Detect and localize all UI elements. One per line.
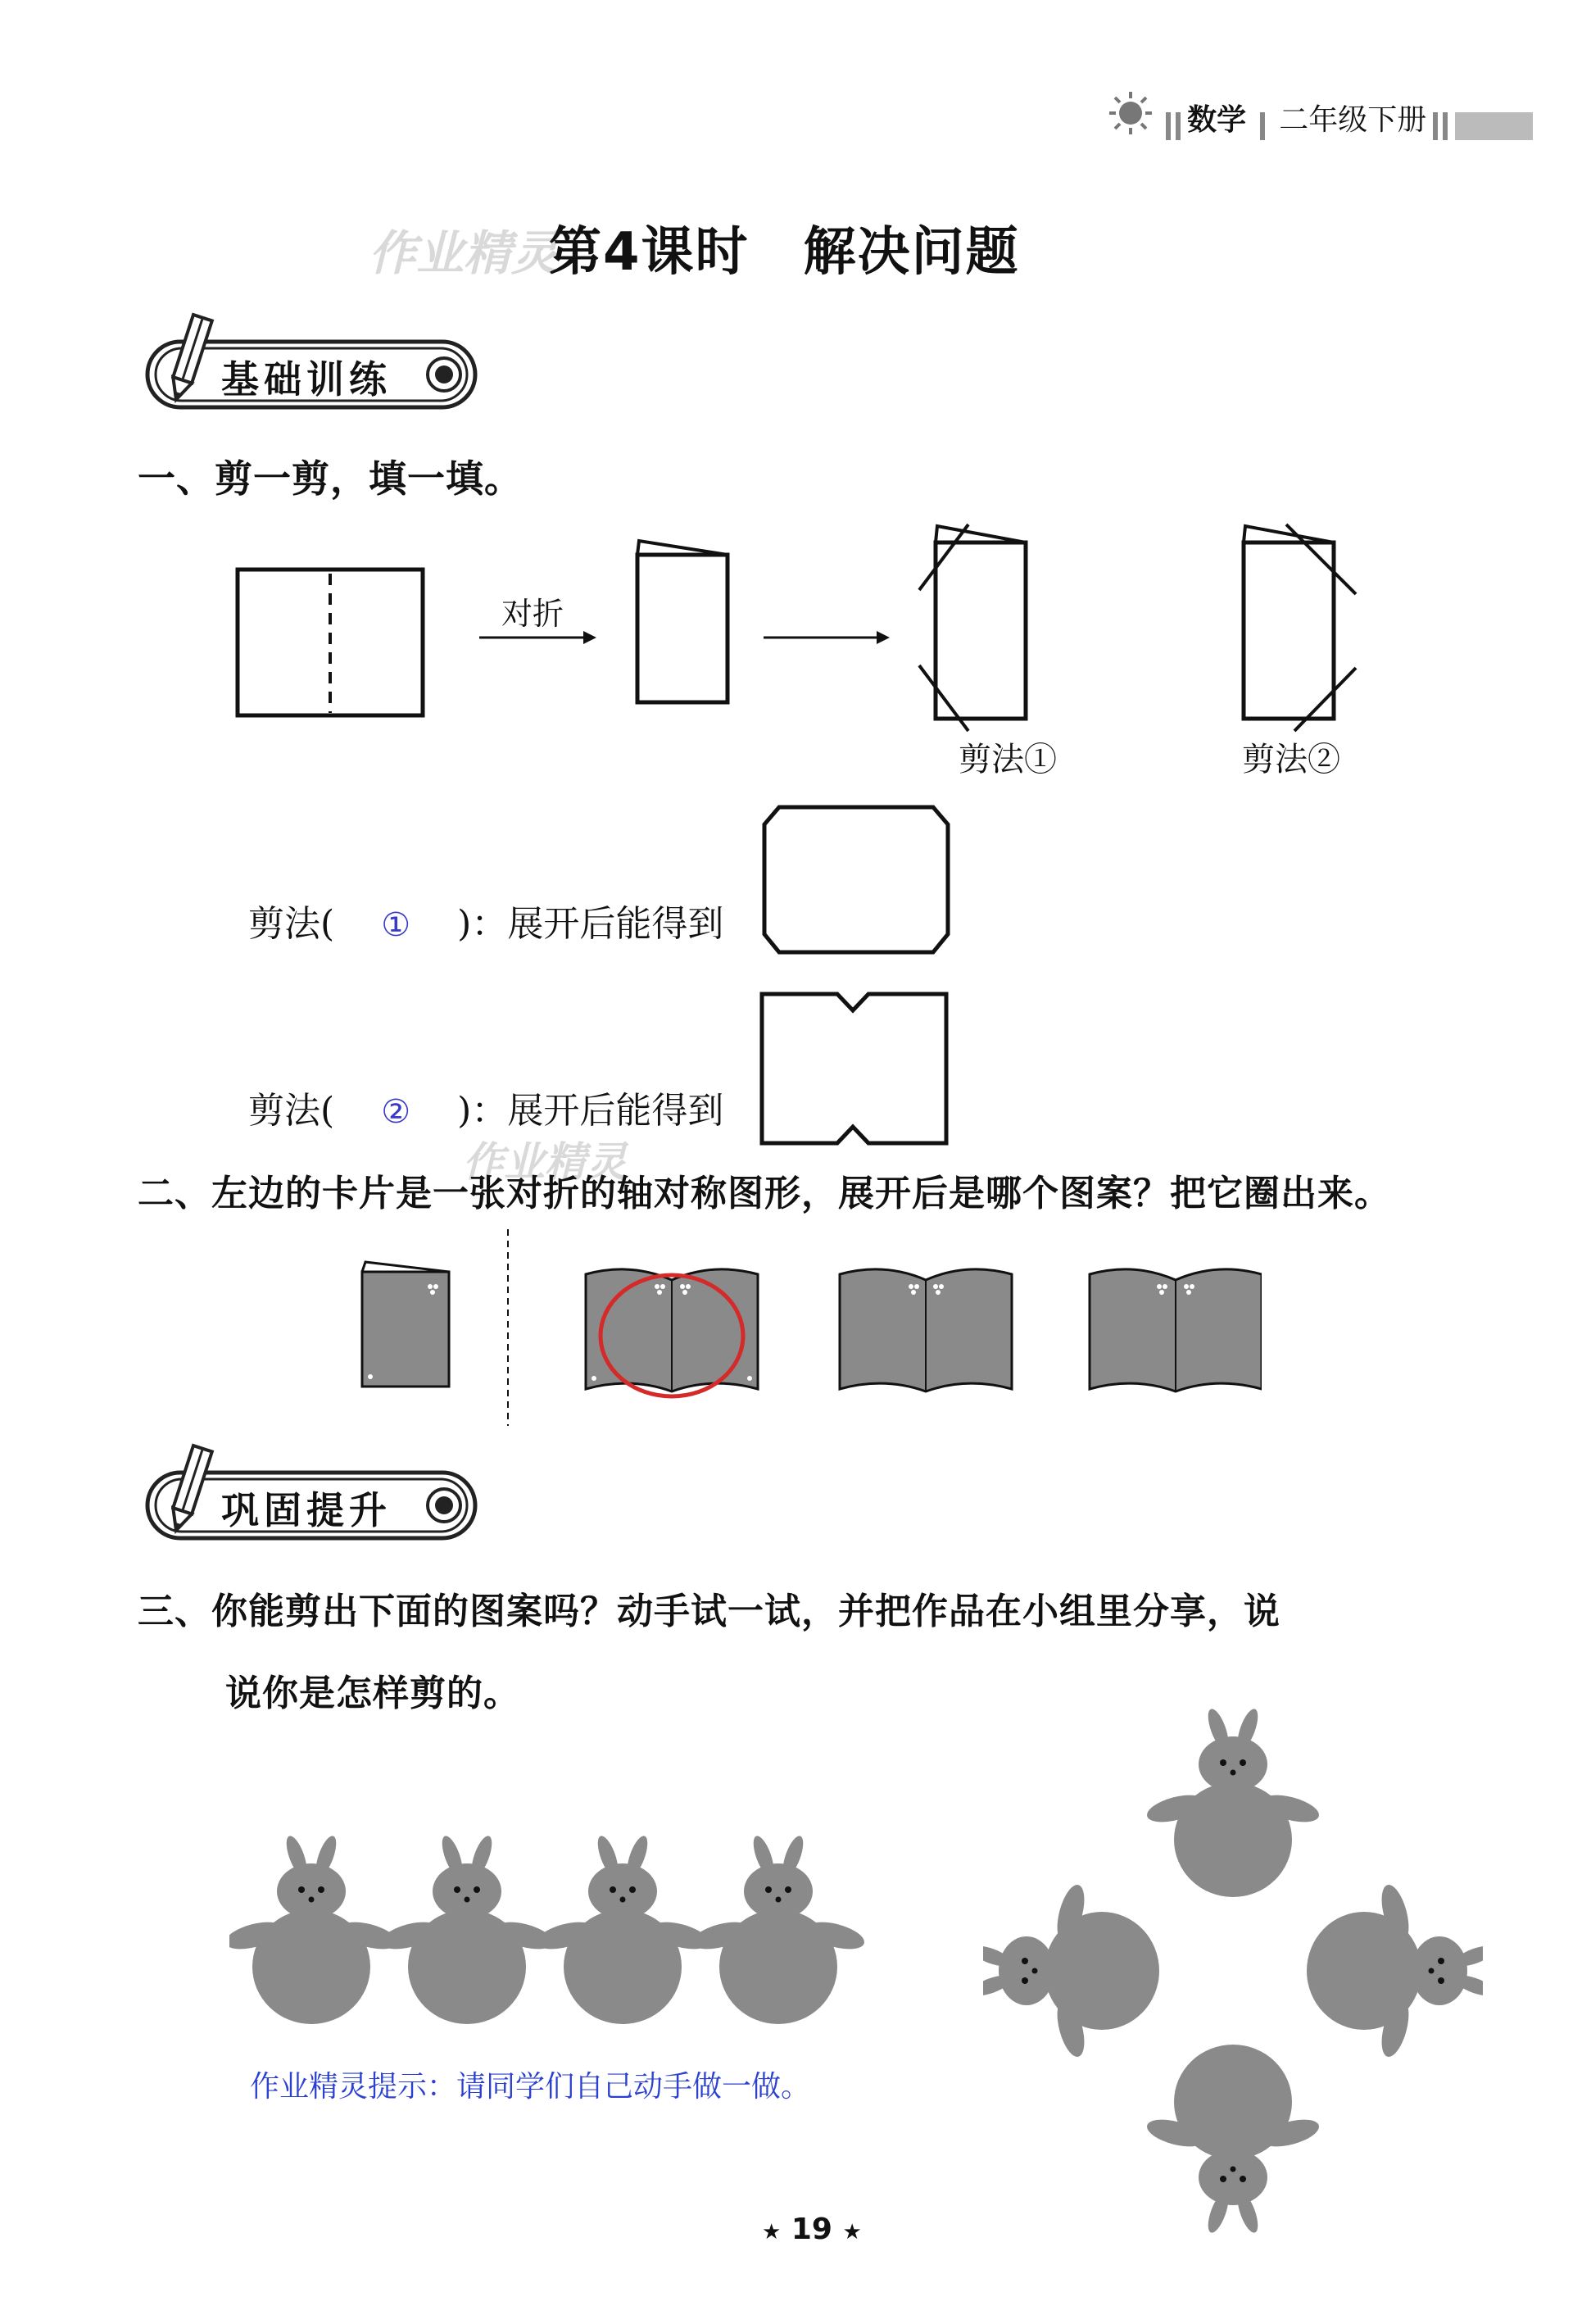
cut-method-2 xyxy=(1244,524,1356,731)
folded-sheet xyxy=(637,555,728,702)
question-2-prompt: 二、左边的卡片是一张对折的轴对称图形，展开后是哪个图案？把它圈出来。 xyxy=(138,1173,1391,1214)
page-number: ★ 19 ★ xyxy=(762,2213,862,2246)
card-options xyxy=(344,1221,1262,1434)
answer-row-2: 剪法( ② )：展开后能得到 xyxy=(247,1090,724,1132)
cut-method-1 xyxy=(919,524,1026,731)
rabbit-cross xyxy=(983,1676,1483,2266)
hint-text: 作业精灵提示：请同学们自己动手做一做。 xyxy=(250,2070,811,2104)
pencil-icon xyxy=(161,307,218,406)
question-3-prompt-line2: 说你是怎样剪的。 xyxy=(225,1673,520,1714)
header-grade: 二年级下册 xyxy=(1279,103,1427,137)
star-icon: ★ xyxy=(762,2220,782,2245)
answer-2: ② xyxy=(381,1093,411,1131)
option-b[interactable] xyxy=(840,1269,1012,1391)
fold-cut-diagram xyxy=(229,516,1393,770)
star-icon: ★ xyxy=(842,2220,862,2245)
question-3-prompt-line1: 三、你能剪出下面的图案吗？动手试一试，并把作品在小组里分享，说 xyxy=(138,1591,1281,1632)
pencil-icon xyxy=(161,1438,218,1536)
cut-method-1-caption: 剪法① xyxy=(959,741,1057,778)
fold-label: 对折 xyxy=(501,596,564,632)
section-badge-advance xyxy=(131,1438,492,1553)
cut-method-2-caption: 剪法② xyxy=(1242,741,1340,778)
watermark: 作业精灵 xyxy=(463,1138,627,1186)
header-subject: 数学 xyxy=(1187,103,1247,137)
section-badge-basic xyxy=(131,307,492,422)
result-shape-1 xyxy=(758,803,954,959)
watermark: 作业精灵 xyxy=(369,225,560,281)
page-title: 第4课时 解决问题 xyxy=(549,222,1020,283)
section-title-basic: 基础训练 xyxy=(221,357,392,402)
answer-row-1: 剪法( ① )：展开后能得到 xyxy=(247,903,724,945)
sun-logo-icon xyxy=(1106,89,1155,138)
answer-1: ① xyxy=(381,906,411,944)
folded-card xyxy=(362,1262,449,1387)
rabbit-chain xyxy=(229,1819,868,2032)
section-title-advance: 巩固提升 xyxy=(221,1488,392,1532)
option-a[interactable] xyxy=(586,1269,758,1396)
option-c[interactable] xyxy=(1090,1269,1262,1391)
page-header xyxy=(1106,89,1565,138)
question-1-prompt: 一、剪一剪，填一填。 xyxy=(138,456,523,501)
result-shape-2 xyxy=(758,987,954,1151)
